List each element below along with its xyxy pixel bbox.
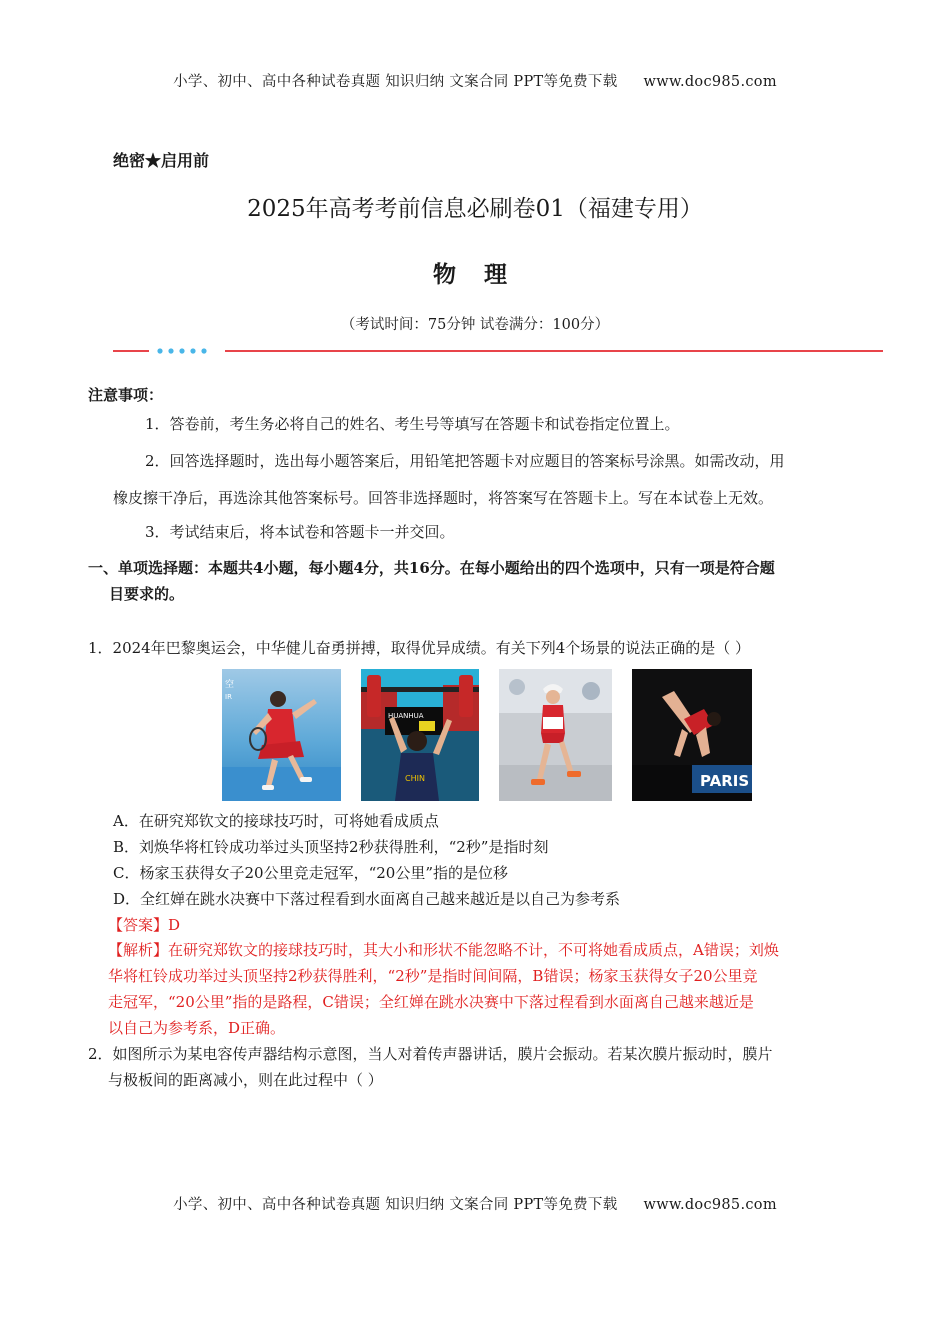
svg-text:IR: IR xyxy=(225,693,232,701)
paris-sign-text: PARIS xyxy=(700,772,750,790)
weightlifter-name-text: HUANHUA xyxy=(388,712,424,720)
footer-site-link[interactable]: www.doc985.com xyxy=(643,1197,777,1213)
notice-item-2: 2．回答选择题时，选出每小题答案后，用铅笔把答题卡对应题目的答案标号涂黑。如需改动，用 xyxy=(145,452,785,470)
section-heading xyxy=(88,555,878,607)
tennis-photo xyxy=(222,669,341,801)
header-text: 小学、初中、高中各种试卷真题 知识归纳 文案合同 PPT等免费下载 xyxy=(173,74,618,90)
notice-title: 注意事项： xyxy=(88,386,164,404)
exam-title: 2025年高考考前信息必刷卷01（福建专用） xyxy=(247,196,703,222)
question-2-stem-line2: 与极板间的距离减小，则在此过程中（ ） xyxy=(108,1071,383,1089)
q1-answer: 【答案】D xyxy=(108,916,181,934)
weightlifting-photo xyxy=(361,669,479,801)
question-2-stem-line1: 2．如图所示为某电容传声器结构示意图，当人对着传声器讲话，膜片会振动。若某次膜片振动时，膜片 xyxy=(88,1045,773,1063)
confidential-label: 绝密★启用前 xyxy=(113,151,210,170)
q1-option-b: B．刘焕华将杠铃成功举过头顶坚持2秒获得胜利，“2秒”是指时刻 xyxy=(113,838,549,856)
footer-text: 小学、初中、高中各种试卷真题 知识归纳 文案合同 PPT等免费下载 xyxy=(173,1197,618,1213)
subject-title: 物 理 xyxy=(432,261,517,288)
page-footer xyxy=(0,1193,950,1214)
svg-text:空: 空 xyxy=(225,680,235,690)
race-walk-photo xyxy=(499,669,612,801)
question-1-stem: 1．2024年巴黎奥运会，中华健儿奋勇拼搏，取得优异成绩。有关下列4个场景的说法正确的是（ ） xyxy=(88,639,751,657)
q1-explanation-line-4: 以自己为参考系，D正确。 xyxy=(108,1019,286,1037)
exam-info: （考试时间：75分钟 试卷满分：100分） xyxy=(340,317,610,333)
q1-explanation-line-1: 【解析】在研究郑钦文的接球技巧时，其大小和形状不能忽略不计，不可将她看成质点，A错误；刘焕 xyxy=(108,941,779,959)
notice-item-3: 3．考试结束后，将本试卷和答题卡一并交回。 xyxy=(145,523,455,541)
page-header xyxy=(0,70,950,91)
q1-option-c: C．杨家玉获得女子20公里竞走冠军，“20公里”指的是位移 xyxy=(113,864,508,882)
notice-item-2-cont: 橡皮擦干净后，再选涂其他答案标号。回答非选择题时，将答案写在答题卡上。写在本试卷上无效。 xyxy=(113,489,774,507)
q1-option-a: A．在研究郑钦文的接球技巧时，可将她看成质点 xyxy=(113,812,439,830)
q1-explanation-line-3: 走冠军，“20公里”指的是路程，C错误；全红婵在跳水决赛中下落过程看到水面离自己越来越近是 xyxy=(108,993,754,1011)
section-heading-line1: 一、单项选择题：本题共4小题，每小题4分，共16分。在每小题给出的四个选项中，只有一项是符合题 xyxy=(88,559,775,577)
q1-explanation-line-2: 华将杠铃成功举过头顶坚持2秒获得胜利，“2秒”是指时间间隔，B错误；杨家玉获得女子20公里竞 xyxy=(108,967,758,985)
q1-option-d: D．全红婵在跳水决赛中下落过程看到水面离自己越来越近是以自己为参考系 xyxy=(113,890,621,908)
notice-item-1: 1．答卷前，考生务必将自己的姓名、考生号等填写在答题卡和试卷指定位置上。 xyxy=(145,415,680,433)
header-site-link[interactable]: www.doc985.com xyxy=(643,74,777,90)
diving-photo xyxy=(632,669,752,801)
svg-text:CHIN: CHIN xyxy=(405,774,425,783)
q1-explanation xyxy=(108,937,864,1041)
section-heading-line2: 目要求的。 xyxy=(109,585,185,603)
title-divider xyxy=(113,340,883,362)
